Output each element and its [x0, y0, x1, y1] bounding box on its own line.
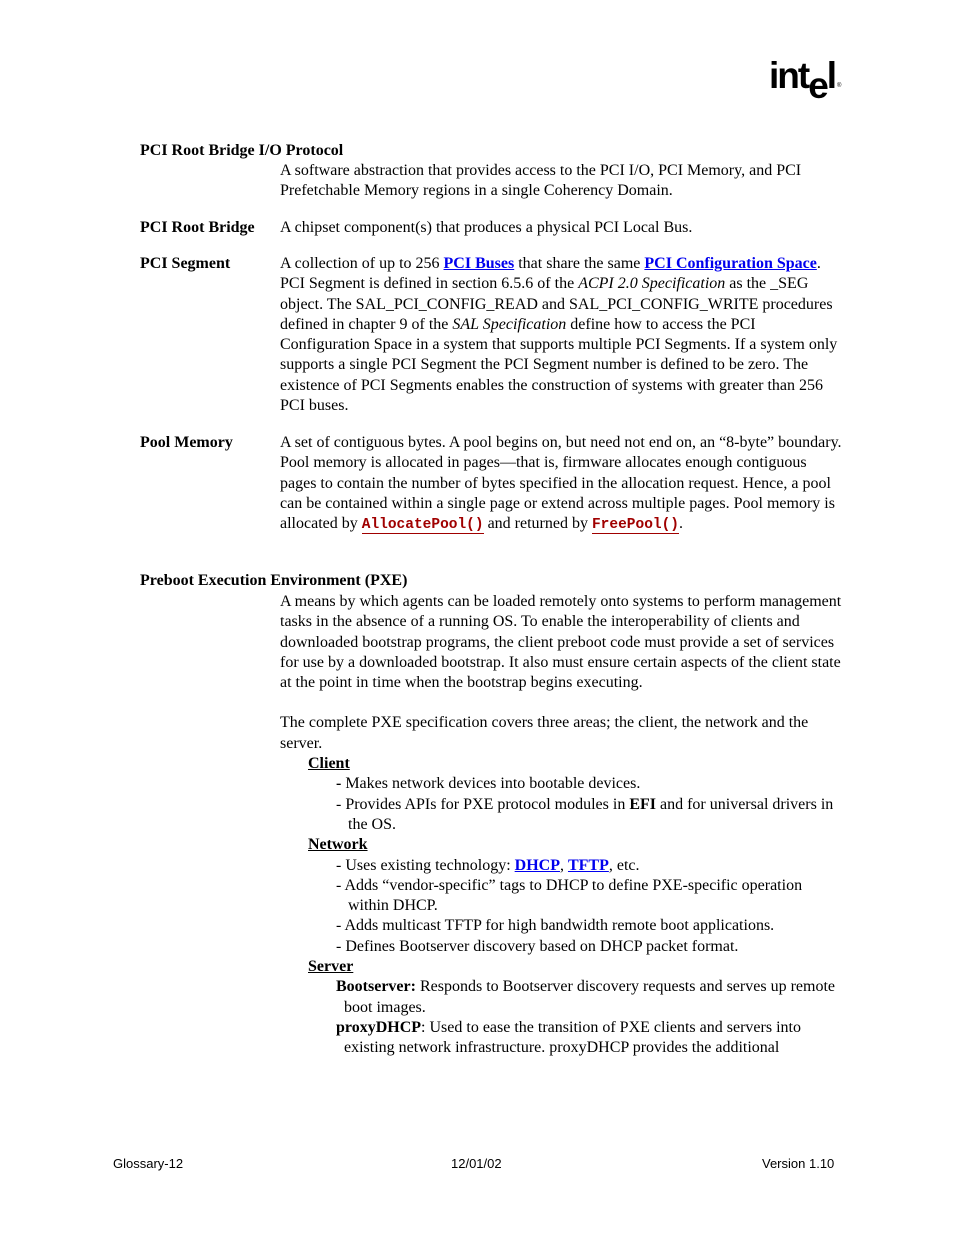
- sal-spec-title: SAL Specification: [452, 315, 567, 333]
- network-item-2: - Adds “vendor-specific” tags to DHCP to define PXE-specific operation within DHCP.: [336, 876, 803, 915]
- client-item-2-pre: - Provides APIs for PXE protocol modules in: [336, 795, 630, 813]
- link-allocatepool[interactable]: AllocatePool(): [361, 517, 484, 534]
- server-heading: Server: [308, 958, 354, 976]
- network-item-1-sep: ,: [559, 856, 568, 874]
- paragraph-spacer: [280, 693, 842, 713]
- link-dhcp[interactable]: DHCP: [514, 856, 560, 874]
- link-freepool[interactable]: FreePool(): [591, 517, 679, 534]
- logo-int: int: [769, 55, 809, 96]
- intel-logo: [769, 56, 843, 104]
- term-pci-root-bridge: PCI Root Bridge: [140, 219, 255, 236]
- pool-text-2: and returned by: [483, 515, 592, 533]
- logo-e: e: [808, 65, 827, 106]
- intel-logo-text: [769, 55, 836, 106]
- network-heading: Network: [308, 836, 368, 854]
- bootserver-label: Bootserver:: [336, 978, 416, 996]
- definition-pci-segment: [280, 254, 842, 416]
- network-item-3: - Adds multicast TFTP for high bandwidth remote boot applications.: [336, 917, 775, 935]
- definition-pool-memory: [280, 433, 842, 535]
- pxe-paragraph-1: A means by which agents can be loaded remotely onto systems to perform management tasks in the absence of a running OS. To enable the interoperability of clients and downloaded bootstrap programs, the client preboot code must provide a set of services for use by a downloaded bootstrap. It also must ensure certain aspects of the client state at the point in time when the bootstrap begins executing.: [280, 593, 842, 692]
- network-item-1: [336, 856, 842, 876]
- network-item-1-pre: - Uses existing technology:: [336, 856, 515, 874]
- segment-text-3: . PCI Segment is defined in section 6.5.6 of the: [280, 255, 821, 293]
- proxydhcp-label: proxyDHCP: [336, 1018, 422, 1036]
- server-item-bootserver: [336, 977, 842, 1018]
- client-item-2-post: and for universal drivers in the OS.: [348, 795, 834, 833]
- pool-text-1: A set of contiguous bytes. A pool begins on, but need not end on, an “8-byte” boundary. Pool memory is allocated in pages—that is, firmware allocates enough contiguous pages to contain the number of bytes specified in the allocation request. Hence, a pool can be contained within a single page or extend across multiple pages. Pool memory is allocated by: [280, 434, 842, 533]
- client-item-2: [336, 795, 842, 836]
- segment-text-4: as the _SEG object. The SAL_PCI_CONFIG_READ and SAL_PCI_CONFIG_WRITE procedures defined in chapter 9 of the: [280, 275, 833, 333]
- network-item-1-post: , etc.: [608, 856, 640, 874]
- term-pci-root-bridge-io-protocol: PCI Root Bridge I/O Protocol: [140, 142, 344, 159]
- proxydhcp-text: : Used to ease the transition of PXE clients and servers into existing network infrastructure. proxyDHCP provides the additional: [344, 1018, 801, 1057]
- footer-page-number: Glossary-12: [113, 1156, 184, 1171]
- definition-pci-root-bridge: A chipset component(s) that produces a physical PCI Local Bus.: [280, 219, 693, 236]
- link-pci-configuration-space[interactable]: PCI Configuration Space: [644, 255, 817, 272]
- definition-pci-root-bridge-io-protocol: A software abstraction that provides access to the PCI I/O, PCI Memory, and PCI Prefetchable Memory regions in a single Coherency Domain.: [280, 162, 802, 200]
- segment-text-5: define how to access the PCI Configuration Space in a system that supports multiple PCI Segments. If a system only supports a single PCI Segment the PCI Segment number is defined to be zero. The existence of PCI Segments enables the construction of systems with greater than 256 PCI buses.: [280, 315, 838, 415]
- segment-text-1: A collection of up to 256: [280, 255, 444, 272]
- client-item-1-text: Makes network devices into bootable devices.: [341, 775, 641, 793]
- pxe-paragraph-2: The complete PXE specification covers three areas; the client, the network and the server.: [280, 714, 809, 752]
- segment-text-2: that share the same: [514, 255, 645, 272]
- logo-l: l: [826, 55, 836, 96]
- client-item-2-efi: EFI: [629, 795, 656, 813]
- footer-date: 12/01/02: [451, 1156, 502, 1171]
- link-tftp[interactable]: TFTP: [567, 856, 609, 874]
- bootserver-text: Responds to Bootserver discovery requests and serves up remote boot images.: [344, 978, 835, 1016]
- link-pci-buses[interactable]: PCI Buses: [443, 255, 515, 272]
- term-pci-segment: PCI Segment: [140, 255, 231, 272]
- acpi-spec-title: ACPI 2.0 Specification: [578, 275, 726, 293]
- term-pxe: Preboot Execution Environment (PXE): [140, 572, 408, 589]
- client-heading: Client: [308, 755, 350, 773]
- definition-pxe: [280, 592, 842, 1059]
- network-item-4: - Defines Bootserver discovery based on DHCP packet format.: [336, 937, 739, 955]
- registered-mark: ®: [837, 83, 842, 89]
- pool-text-3: .: [679, 515, 683, 533]
- footer-version: Version 1.10: [762, 1156, 835, 1171]
- client-item-1: [336, 774, 842, 794]
- server-item-proxydhcp: [336, 1018, 842, 1059]
- client-item-1-dash: -: [336, 775, 342, 793]
- term-pool-memory: Pool Memory: [140, 434, 233, 451]
